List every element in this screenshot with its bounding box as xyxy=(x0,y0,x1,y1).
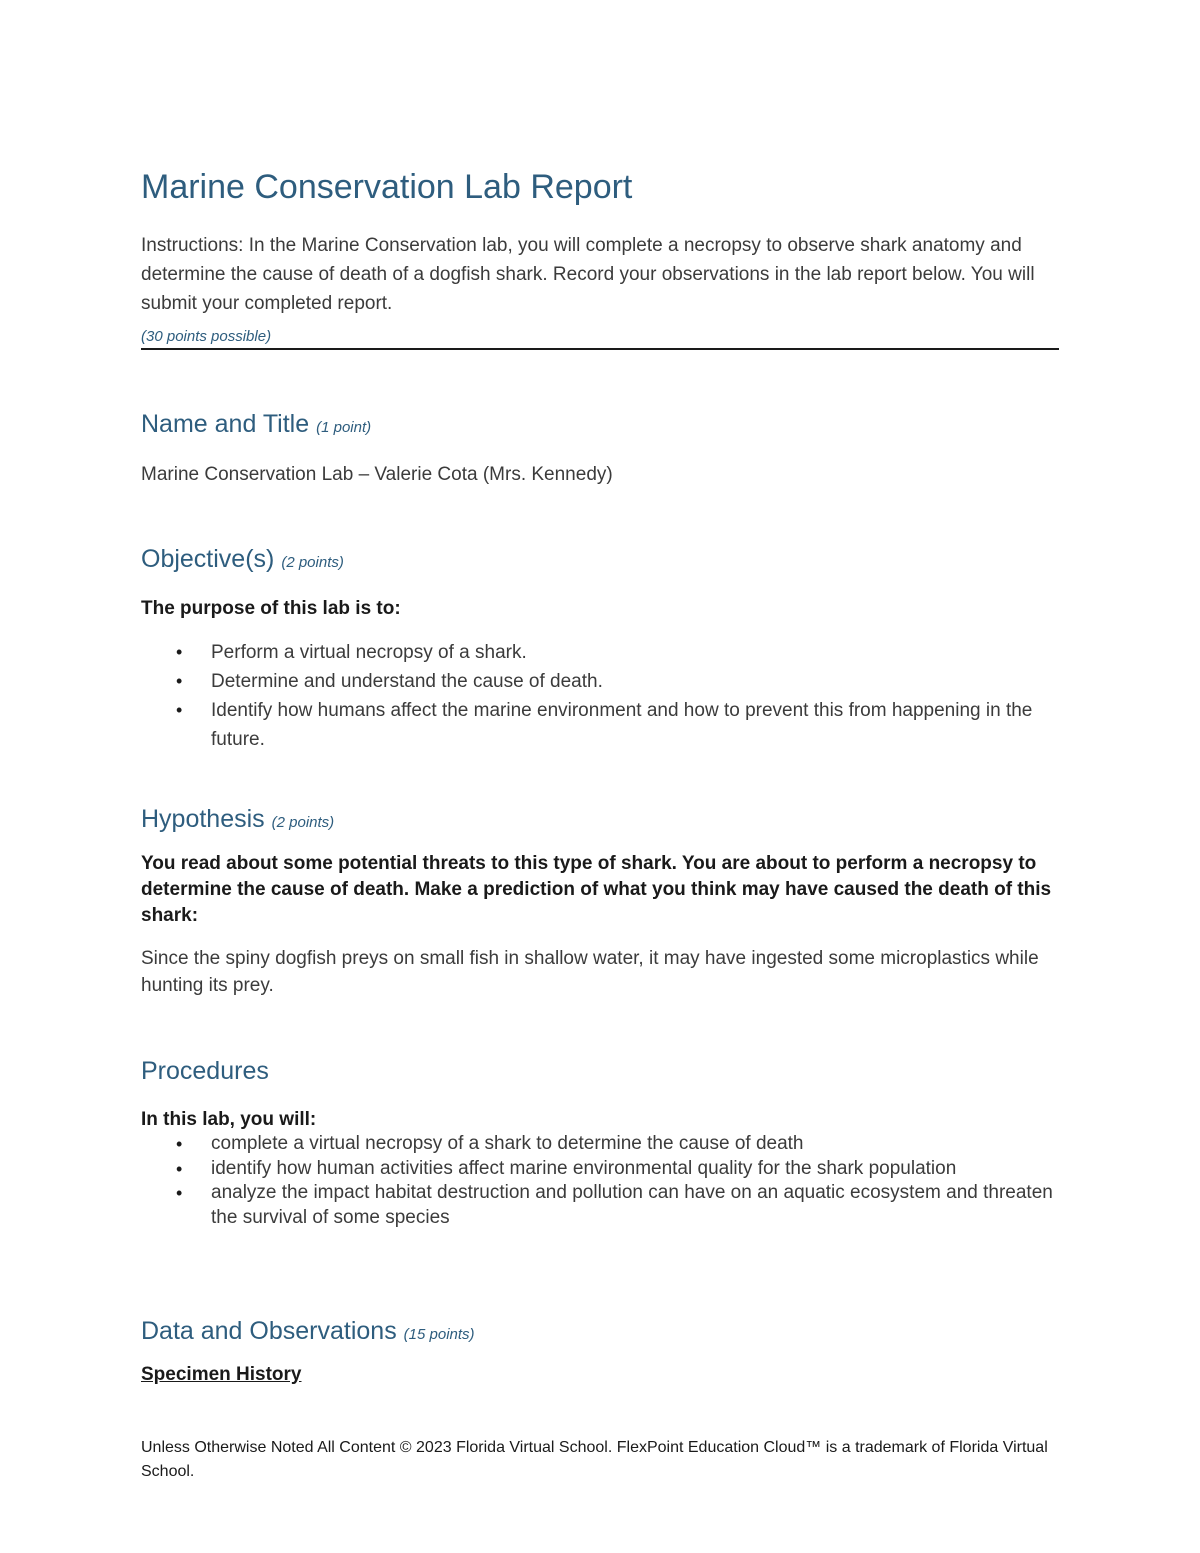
procedure-text: complete a virtual necropsy of a shark to determine the cause of death xyxy=(211,1133,804,1154)
bullet-icon: • xyxy=(176,1158,183,1179)
list-item xyxy=(141,1181,1059,1230)
procedures-prompt: In this lab, you will: xyxy=(141,1109,317,1130)
bullet-icon: • xyxy=(176,1134,183,1154)
hypothesis-answer: Since the spiny dogfish preys on small fish in shallow water, it may have ingested some microplastics while hunting its prey. xyxy=(141,948,1039,996)
hypothesis-heading-label: Hypothesis xyxy=(141,805,265,833)
objectives-prompt: The purpose of this lab is to: xyxy=(141,598,401,619)
procedure-text: analyze the impact habitat destruction and pollution can have on an aquatic ecosystem and threaten the survival of some species xyxy=(211,1182,1053,1228)
bullet-icon: • xyxy=(176,642,183,662)
name-title-points: (1 point) xyxy=(316,419,372,436)
objectives-points: (2 points) xyxy=(281,554,344,571)
list-item xyxy=(141,667,1059,696)
list-item xyxy=(141,1157,1059,1182)
name-title-content: Marine Conservation Lab – Valerie Cota (Mrs. Kennedy) xyxy=(141,464,613,485)
procedure-text: identify how human activities affect marine environmental quality for the shark population xyxy=(211,1157,957,1179)
objectives-heading xyxy=(141,545,344,574)
procedures-list xyxy=(141,1132,1059,1230)
copyright-footer: Unless Otherwise Noted All Content © 2023 Florida Virtual School. FlexPoint Education Cloud™ is a trademark of Florida Virtual School. xyxy=(141,1439,1048,1480)
points-possible: (30 points possible) xyxy=(141,328,272,345)
objectives-heading-label: Objective(s) xyxy=(141,545,275,573)
name-title-heading xyxy=(141,410,371,439)
data-observations-heading xyxy=(141,1317,475,1346)
bullet-icon: • xyxy=(176,700,183,720)
document-title: Marine Conservation Lab Report xyxy=(141,168,633,206)
specimen-history-subheading: Specimen History xyxy=(141,1364,302,1385)
hypothesis-prompt: You read about some potential threats to this type of shark. You are about to perform a necropsy to determine the cause of death. Make a prediction of what you think may have caused the death of this shark: xyxy=(141,853,1052,926)
bullet-icon: • xyxy=(176,1183,183,1203)
objective-text: Determine and understand the cause of death. xyxy=(211,671,603,692)
data-observations-points: (15 points) xyxy=(403,1326,475,1343)
objective-text: Perform a virtual necropsy of a shark. xyxy=(211,642,527,663)
instructions-text: Instructions: In the Marine Conservation lab, you will complete a necropsy to observe shark anatomy and determine the cause of death of a dogfish shark. Record your observations in the lab report below. You will submit your completed report. xyxy=(141,235,1035,314)
name-title-heading-label: Name and Title xyxy=(141,410,310,438)
procedures-heading xyxy=(141,1057,269,1086)
list-item xyxy=(141,1132,1059,1157)
objective-text: Identify how humans affect the marine environment and how to prevent this from happening in the future. xyxy=(211,700,1033,750)
data-observations-heading-label: Data and Observations xyxy=(141,1317,397,1345)
hypothesis-points: (2 points) xyxy=(271,814,335,831)
document-page xyxy=(141,0,1059,1553)
bullet-icon: • xyxy=(176,671,183,691)
list-item xyxy=(141,638,1059,667)
hypothesis-heading xyxy=(141,805,334,834)
procedures-heading-label: Procedures xyxy=(141,1057,269,1085)
objectives-list xyxy=(141,638,1059,754)
title-divider xyxy=(141,348,1059,350)
list-item xyxy=(141,696,1059,754)
